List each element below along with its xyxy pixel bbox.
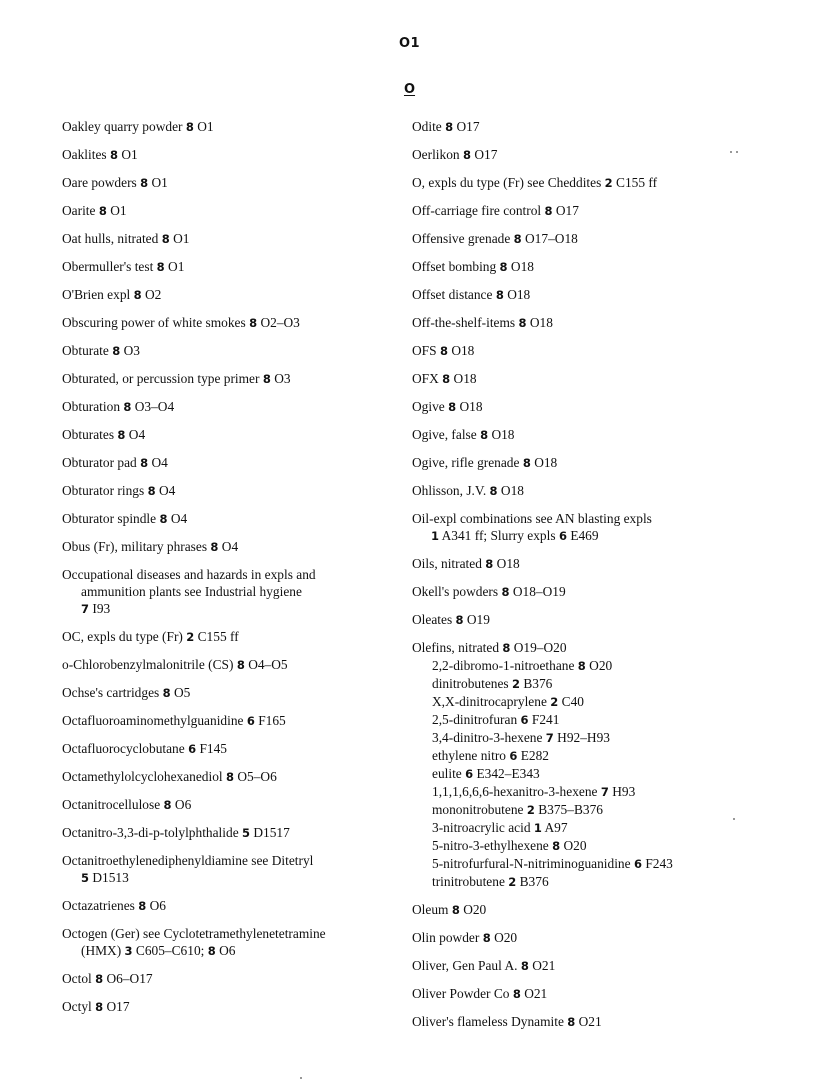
scan-speck xyxy=(733,818,735,820)
index-entry: Octamethylolcyclohexanediol 8 O5–O6 xyxy=(62,769,277,784)
index-entry: Octol 8 O6–O17 xyxy=(62,971,153,986)
index-entry: Obturate 8 O3 xyxy=(62,343,140,358)
index-entry: Obermuller's test 8 O1 xyxy=(62,259,185,274)
index-entry: Offensive grenade 8 O17–O18 xyxy=(412,231,578,246)
index-entry: Off-the-shelf-items 8 O18 xyxy=(412,315,553,330)
subentry: mononitrobutene 2 B375–B376 xyxy=(432,802,603,817)
index-entry: Oakley quarry powder 8 O1 xyxy=(62,119,214,134)
index-entry: Obturated, or percussion type primer 8 O3 xyxy=(62,371,291,386)
index-entry: Octanitro-3,3-di-p-tolylphthalide 5 D1517 xyxy=(62,825,290,840)
index-entry: Oleates 8 O19 xyxy=(412,612,490,627)
index-column-right xyxy=(412,118,752,1041)
index-entry: Obus (Fr), military phrases 8 O4 xyxy=(62,539,239,554)
index-entry: Offset bombing 8 O18 xyxy=(412,259,534,274)
index-entry: Ogive, rifle grenade 8 O18 xyxy=(412,455,558,470)
index-entry: O'Brien expl 8 O2 xyxy=(62,287,162,302)
index-entry: Oaklites 8 O1 xyxy=(62,147,138,162)
index-entry: Offset distance 8 O18 xyxy=(412,287,531,302)
scan-speck xyxy=(300,1077,302,1079)
index-entry: Olefins, nitrated 8 O19–O20 xyxy=(412,640,567,655)
index-entry: Octazatrienes 8 O6 xyxy=(62,898,166,913)
index-entry: Octafluorocyclobutane 6 F145 xyxy=(62,741,227,756)
section-letter: O xyxy=(403,82,416,97)
index-entry: Octafluoroaminomethylguanidine 6 F165 xyxy=(62,713,286,728)
index-entry: Oliver, Gen Paul A. 8 O21 xyxy=(412,958,556,973)
index-entry: OC, expls du type (Fr) 2 C155 ff xyxy=(62,629,239,644)
subentry: eulite 6 E342–E343 xyxy=(432,766,540,781)
index-entry: Oils, nitrated 8 O18 xyxy=(412,556,520,571)
index-entry: Obscuring power of white smokes 8 O2–O3 xyxy=(62,315,300,330)
index-entry: Obturator rings 8 O4 xyxy=(62,483,176,498)
subentry: 2,2-dibromo-1-nitroethane 8 O20 xyxy=(432,658,613,673)
subentry: trinitrobutene 2 B376 xyxy=(432,874,549,889)
index-entry: Oliver Powder Co 8 O21 xyxy=(412,986,548,1001)
index-entry: OFX 8 O18 xyxy=(412,371,477,386)
index-entry: O, expls du type (Fr) see Cheddites 2 C155 ff xyxy=(412,175,658,190)
page-header: O1 xyxy=(398,36,421,51)
index-entry: Oat hulls, nitrated 8 O1 xyxy=(62,231,190,246)
index-entry: Oil-expl combinations see AN blasting expls 1 A341 ff; Slurry expls 6 E469 xyxy=(412,511,652,543)
index-entry: Obturation 8 O3–O4 xyxy=(62,399,175,414)
index-entry: Ogive, false 8 O18 xyxy=(412,427,515,442)
index-entry: Oerlikon 8 O17 xyxy=(412,147,498,162)
index-entry: Ogive 8 O18 xyxy=(412,399,483,414)
scan-speck xyxy=(730,151,732,153)
subentry: 5-nitro-3-ethylhexene 8 O20 xyxy=(432,838,587,853)
subentry: 5-nitrofurfural-N-nitriminoguanidine 6 F243 xyxy=(432,856,673,871)
index-entry: Okell's powders 8 O18–O19 xyxy=(412,584,566,599)
index-entry: Off-carriage fire control 8 O17 xyxy=(412,203,579,218)
index-entry: OFS 8 O18 xyxy=(412,343,475,358)
index-entry: Ohlisson, J.V. 8 O18 xyxy=(412,483,524,498)
subentry: 1,1,1,6,6,6-hexanitro-3-hexene 7 H93 xyxy=(432,784,636,799)
subentry: 2,5-dinitrofuran 6 F241 xyxy=(432,712,560,727)
index-entry: Obturator pad 8 O4 xyxy=(62,455,168,470)
index-column-left xyxy=(62,118,382,1026)
subentry: 3,4-dinitro-3-hexene 7 H92–H93 xyxy=(432,730,610,745)
subentry: dinitrobutenes 2 B376 xyxy=(432,676,553,691)
index-entry: Oare powders 8 O1 xyxy=(62,175,168,190)
index-entry: Occupational diseases and hazards in expls and ammunition plants see Industrial hygiene 7 I93 xyxy=(62,567,316,616)
subentry: 3-nitroacrylic acid 1 A97 xyxy=(432,820,568,835)
index-entry: Oliver's flameless Dynamite 8 O21 xyxy=(412,1014,602,1029)
subentry: X,X-dinitrocaprylene 2 C40 xyxy=(432,694,584,709)
index-entry: o-Chlorobenzylmalonitrile (CS) 8 O4–O5 xyxy=(62,657,288,672)
index-entry: Olin powder 8 O20 xyxy=(412,930,518,945)
index-entry: Octanitrocellulose 8 O6 xyxy=(62,797,192,812)
index-entry: Octanitroethylenediphenyldiamine see Ditetryl 5 D1513 xyxy=(62,853,314,885)
index-entry: Octyl 8 O17 xyxy=(62,999,130,1014)
index-entry: Obturator spindle 8 O4 xyxy=(62,511,188,526)
index-entry: Oleum 8 O20 xyxy=(412,902,487,917)
subentry: ethylene nitro 6 E282 xyxy=(432,748,549,763)
index-entry: Oarite 8 O1 xyxy=(62,203,127,218)
index-entry: Octogen (Ger) see Cyclotetramethylenetetramine (HMX) 3 C605–C610; 8 O6 xyxy=(62,926,326,958)
olefin-subentry-list xyxy=(412,657,752,891)
index-entry: Ochse's cartridges 8 O5 xyxy=(62,685,191,700)
index-entry: Obturates 8 O4 xyxy=(62,427,146,442)
scan-speck xyxy=(736,151,738,153)
index-entry: Odite 8 O17 xyxy=(412,119,480,134)
